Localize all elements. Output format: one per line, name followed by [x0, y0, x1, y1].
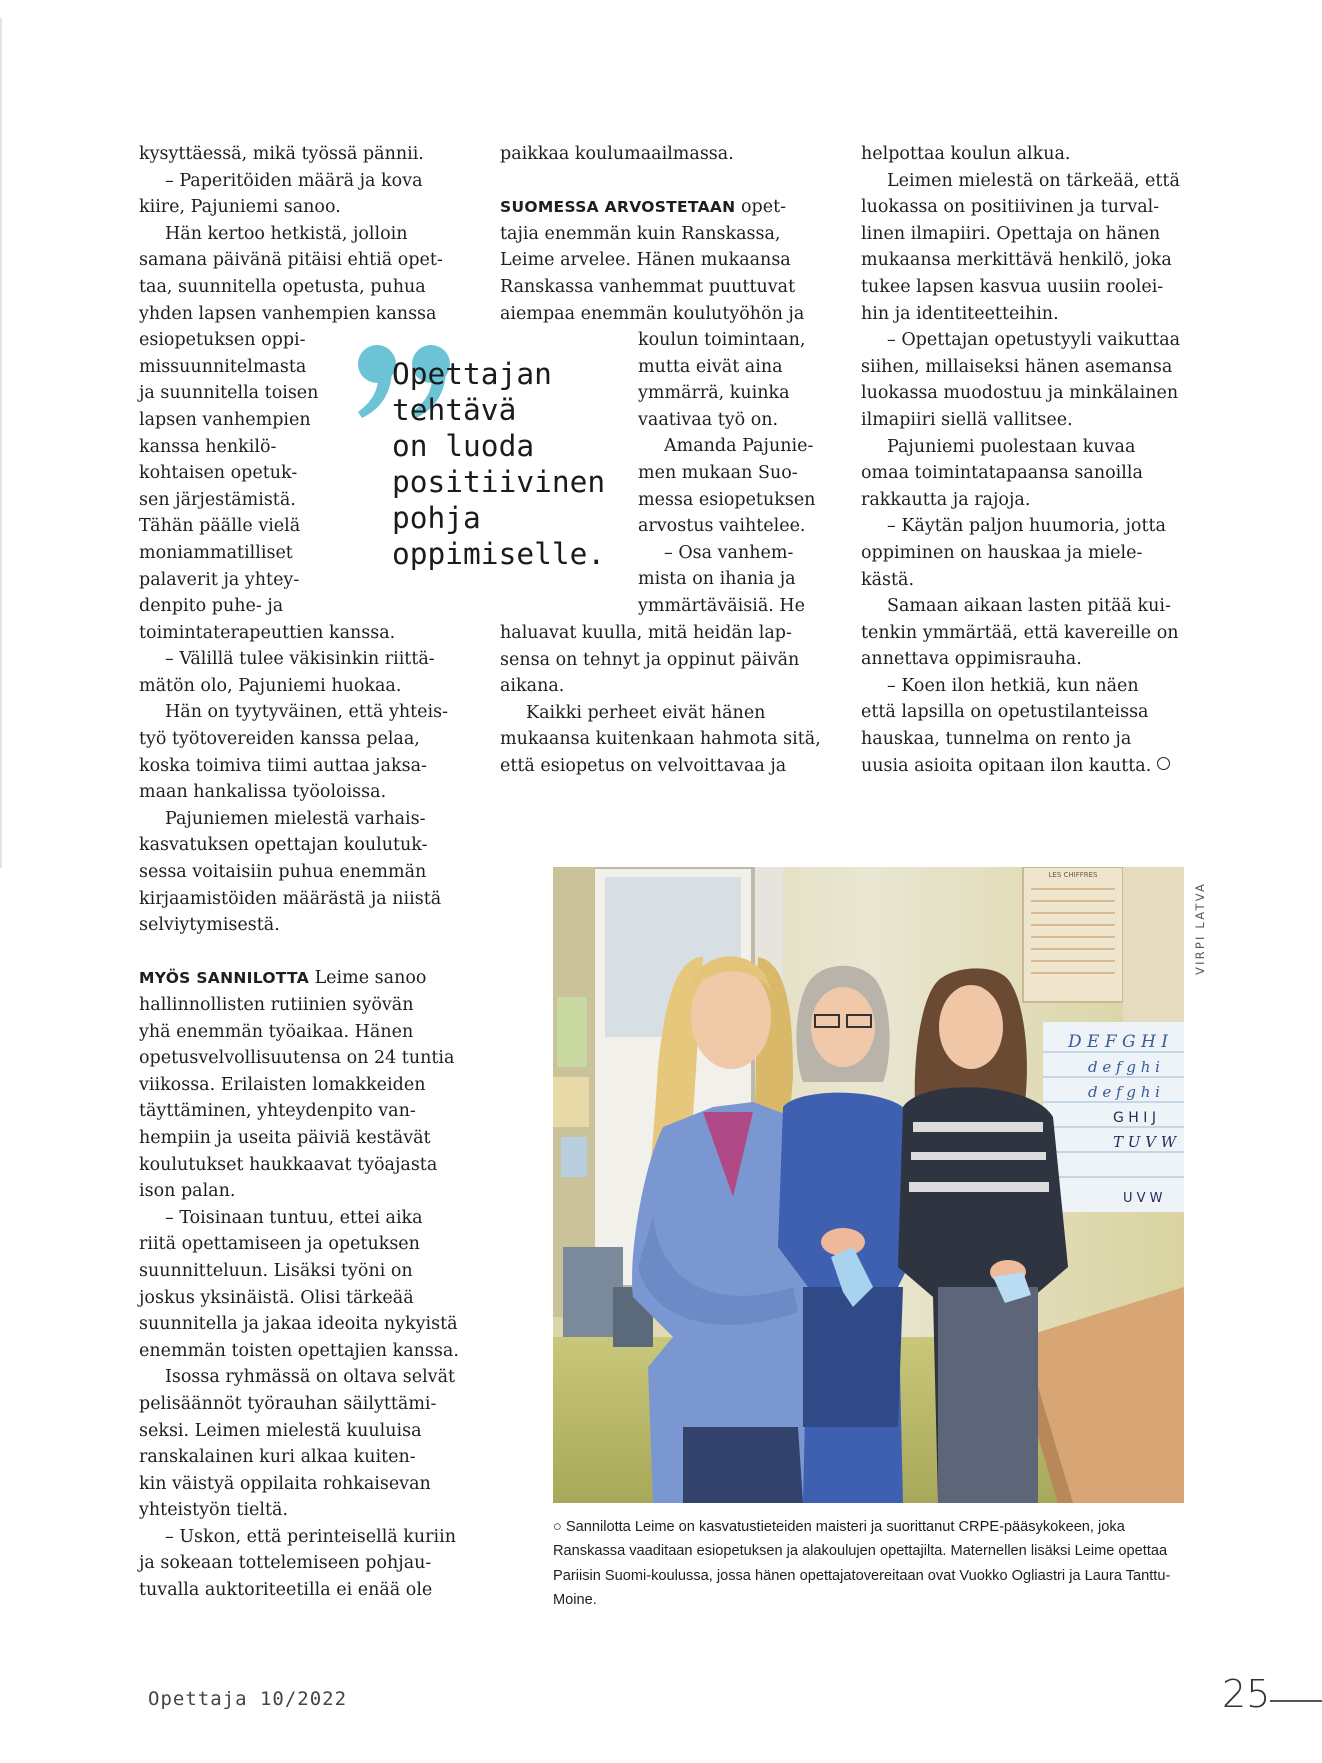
line-text: kanssa henkilö- [139, 436, 277, 457]
board-heading: LES CHIFFRES [1048, 871, 1098, 879]
line-text: aiempaa enemmän koulutyöhön ja [500, 303, 805, 324]
line-text: opet- [735, 197, 787, 218]
article-line [861, 194, 1191, 221]
line-text: Hän on tyytyväinen, että yhteis- [165, 702, 449, 723]
article-line [500, 274, 830, 301]
article-line [861, 567, 1191, 594]
article-line [500, 141, 830, 168]
article-line [139, 168, 461, 195]
pull-quote-line: positiivinen [392, 465, 606, 499]
page-edge-line [0, 18, 2, 868]
page-number: 25 [1222, 1672, 1271, 1716]
line-text: työ työtovereiden kanssa pelaa, [139, 729, 420, 750]
line-text: kysyttäessä, mikä työssä pännii. [139, 144, 424, 164]
article-line [139, 699, 461, 726]
article-line [861, 646, 1191, 673]
article-line [139, 221, 461, 248]
publication-name: Opettaja 10/2022 [148, 1688, 348, 1710]
article-line [861, 221, 1191, 248]
line-text: sessa voitaisiin puhua enemmän [139, 862, 427, 883]
article-line [500, 673, 830, 700]
article-line [861, 274, 1191, 301]
article-line [139, 1231, 461, 1258]
line-text: messa esiopetuksen [638, 489, 816, 510]
line-text: kästä. [861, 569, 915, 590]
line-text: tajia enemmän kuin Ranskassa, [500, 223, 781, 244]
line-text: – Uskon, että perinteisellä kuriin [165, 1526, 457, 1547]
line-text: luokassa on positiivinen ja turval- [861, 197, 1160, 218]
article-column-3 [861, 141, 1191, 779]
line-text: Leimen mielestä on tärkeää, että [887, 170, 1180, 191]
pull-quote-line: pohja [392, 501, 481, 535]
article-line [861, 434, 1191, 461]
line-text: enemmän toisten opettajien kanssa. [139, 1340, 459, 1361]
article-column-2-bottom [500, 620, 830, 780]
article-line [139, 832, 461, 859]
line-text: haluavat kuulla, mitä heidän lap- [500, 623, 792, 643]
line-text: maan hankalissa työoloissa. [139, 782, 387, 803]
article-line [139, 1098, 461, 1125]
article-line [139, 753, 461, 780]
article-line [500, 620, 830, 647]
article-column-2-top [500, 141, 830, 327]
caption-bullet: ○ [553, 1519, 562, 1535]
line-text: viikossa. Erilaisten lomakkeiden [139, 1074, 426, 1095]
article-line [139, 1072, 461, 1099]
line-text: Kaikki perheet eivät hänen [526, 702, 766, 723]
article-line [861, 460, 1191, 487]
line-text: omaa toimintatapaansa sanoilla [861, 463, 1143, 484]
article-line [139, 1152, 461, 1179]
line-text: Leime arvelee. Hänen mukaansa [500, 250, 791, 271]
line-text: annettava oppimisrauha. [861, 649, 1082, 670]
line-text: Leime sanoo [309, 968, 427, 989]
line-text: esiopetuksen oppi- [139, 330, 306, 351]
line-text: Isossa ryhmässä on oltava selvät [165, 1367, 456, 1388]
article-line [139, 912, 461, 939]
article-line [861, 247, 1191, 274]
line-text: että lapsilla on opetustilanteissa [861, 702, 1149, 723]
line-text: hempiin ja useita päiviä kestävät [139, 1127, 431, 1148]
article-line [139, 1045, 461, 1072]
line-text: selviytymisestä. [139, 915, 280, 936]
line-text: moniammatilliset [139, 542, 293, 563]
line-text: riitä opettamiseen ja opetuksen [139, 1234, 420, 1255]
line-text: mätön olo, Pajuniemi huokaa. [139, 675, 402, 696]
line-text: helpottaa koulun alkua. [861, 144, 1071, 164]
line-text: taa, suunnitella opetusta, puhua [139, 276, 426, 297]
line-text: suunnitella ja jakaa ideoita nykyistä [139, 1314, 458, 1335]
line-text: siihen, millaiseksi hänen asemansa [861, 356, 1173, 377]
line-text: tuvalla auktoriteetilla ei enää ole [139, 1580, 433, 1601]
article-line [139, 1258, 461, 1285]
line-text: lapsen vanhempien [139, 409, 311, 430]
article-line [139, 1205, 461, 1232]
lead-in: SUOMESSA ARVOSTETAAN [500, 198, 736, 217]
alphabet-row: T U V W [1113, 1133, 1177, 1151]
line-text: suunnitteluun. Lisäksi työni on [139, 1260, 413, 1281]
article-line [139, 1311, 461, 1338]
line-text: ja sokeaan tottelemiseen pohjau- [139, 1553, 432, 1574]
line-text: ison palan. [139, 1181, 236, 1202]
line-text: hallinnollisten rutiinien syövän [139, 995, 414, 1015]
article-line [861, 699, 1191, 726]
pull-quote [392, 356, 617, 572]
line-text: Amanda Pajunie- [664, 436, 814, 457]
line-text: kiire, Pajuniemi sanoo. [139, 197, 341, 218]
lead-in: MYÖS SANNILOTTA [139, 969, 309, 988]
alphabet-row: D E F G H I [1068, 1032, 1168, 1052]
line-text: luokassa muodostuu ja minkälainen [861, 383, 1179, 404]
article-line [861, 141, 1191, 168]
article-line [139, 1019, 461, 1046]
article-line [861, 513, 1191, 540]
article-line [638, 566, 828, 593]
photo-caption [553, 1515, 1183, 1612]
article-line [139, 1444, 461, 1471]
article-line [861, 407, 1191, 434]
line-text: koska toimiva tiimi auttaa jaksa- [139, 755, 427, 776]
line-text: – Opettajan opetustyyli vaikuttaa [887, 330, 1181, 351]
article-line [139, 1418, 461, 1445]
line-text: hin ja identiteetteihin. [861, 303, 1059, 324]
article-line [139, 1497, 461, 1524]
line-text: denpito puhe- ja [139, 596, 284, 617]
article-line [139, 1577, 461, 1604]
article-line [861, 673, 1191, 700]
article-line [638, 460, 828, 487]
pull-quote-line: on luoda [392, 429, 535, 463]
paragraph-gap [139, 939, 461, 966]
line-text: mista on ihania ja [638, 569, 796, 590]
footer-rule [1270, 1700, 1322, 1702]
paragraph-gap [500, 168, 830, 195]
line-text: sen järjestämistä. [139, 489, 296, 510]
article-line [139, 1285, 461, 1312]
article-line [638, 327, 828, 354]
article-line [861, 301, 1191, 328]
line-text: – Paperitöiden määrä ja kova [165, 170, 423, 191]
line-text: Ranskassa vanhemmat puuttuvat [500, 276, 796, 297]
article-line [500, 194, 830, 221]
line-text: hauskaa, tunnelma on rento ja [861, 729, 1132, 750]
article-line [139, 141, 461, 168]
line-text: – Välillä tulee väkisinkin riittä- [165, 649, 435, 670]
line-text: pelisäännöt työrauhan säilyttämi- [139, 1393, 437, 1414]
line-text: samana päivänä pitäisi ehtiä opet- [139, 250, 443, 271]
photo-credit: VIRPI LATVA [1193, 881, 1207, 975]
article-line [139, 726, 461, 753]
article-line [500, 726, 830, 753]
line-text: kin väistyä oppilaita rohkaisevan [139, 1473, 431, 1494]
line-text: toimintaterapeuttien kanssa. [139, 622, 396, 643]
line-text: Pajuniemi puolestaan kuvaa [887, 436, 1136, 457]
line-text: joskus yksinäistä. Olisi tärkeää [139, 1287, 414, 1308]
line-text: missuunnitelmasta [139, 356, 307, 377]
article-line [638, 593, 828, 620]
line-text: palaverit ja yhtey- [139, 569, 300, 590]
article-line [861, 380, 1191, 407]
line-text: sensa on tehnyt ja oppinut päivän [500, 649, 800, 670]
line-text: Pajuniemen mielestä varhais- [165, 808, 426, 829]
line-text: paikkaa koulumaailmassa. [500, 144, 734, 164]
caption-text: Sannilotta Leime on kasvatustieteiden maisteri ja suorittanut CRPE-pääsykokeen, joka Ranskassa vaaditaan esiopetuksen ja alakoulujen opettajilta. Maternellen lisäksi Leime opettaa Pariisin Suomi-koulussa, jossa hänen opettajatovereitaan ovat Vuokko Ogliastri ja Laura Tanttu-Moine. [553, 1519, 1171, 1608]
line-text: Samaan aikaan lasten pitää kui- [887, 596, 1171, 617]
line-text: että esiopetus on velvoittavaa ja [500, 755, 787, 776]
article-line [638, 407, 828, 434]
article-line [638, 354, 828, 381]
article-line [139, 301, 461, 328]
article-line [861, 168, 1191, 195]
article-line [500, 221, 830, 248]
article-line [139, 1471, 461, 1498]
article-line [139, 886, 461, 913]
line-text: mutta eivät aina [638, 356, 783, 377]
line-text: tenkin ymmärtää, että kavereille on [861, 622, 1179, 643]
line-text: koulun toimintaan, [638, 330, 806, 350]
alphabet-row: d e f g h i [1088, 1058, 1160, 1076]
line-text: – Toisinaan tuntuu, ettei aika [165, 1207, 423, 1228]
line-text: ymmärrä, kuinka [638, 383, 790, 404]
line-text: linen ilmapiiri. Opettaja on hänen [861, 223, 1161, 244]
alphabet-row: d e f g h i [1088, 1083, 1160, 1101]
article-column-2-wrap [638, 327, 828, 620]
line-text: yhden lapsen vanhempien kanssa [139, 303, 437, 324]
line-text: vaativaa työ on. [638, 409, 779, 430]
article-line [638, 513, 828, 540]
line-text: ja suunnitella toisen [139, 383, 319, 404]
end-mark-icon [1157, 757, 1170, 770]
article-line [139, 593, 461, 620]
article-line [139, 1338, 461, 1365]
article-line [861, 487, 1191, 514]
line-text: ilmapiiri siellä vallitsee. [861, 409, 1073, 430]
line-text: oppiminen on hauskaa ja miele- [861, 542, 1143, 563]
article-line [139, 1391, 461, 1418]
line-text: tukee lapsen kasvua uusiin roolei- [861, 276, 1164, 297]
line-text: ranskalainen kuri alkaa kuiten- [139, 1447, 416, 1468]
line-text: yhä enemmän työaikaa. Hänen [139, 1021, 414, 1042]
article-line [861, 620, 1191, 647]
line-text: yhteistyön tieltä. [139, 1500, 289, 1521]
line-text: – Käytän paljon huumoria, jotta [887, 516, 1166, 537]
line-text: kohtaisen opetuk- [139, 463, 298, 484]
line-text: mukaansa merkittävä henkilö, joka [861, 250, 1172, 271]
line-text: – Koen ilon hetkiä, kun näen [887, 675, 1139, 696]
article-line [139, 859, 461, 886]
article-line [861, 593, 1191, 620]
article-line [638, 433, 828, 460]
line-text: arvostus vaihtelee. [638, 516, 806, 537]
article-line [861, 327, 1191, 354]
article-line [638, 380, 828, 407]
line-text: mukaansa kuitenkaan hahmota sitä, [500, 729, 821, 750]
article-line [139, 274, 461, 301]
pull-quote-line: oppimiselle. [392, 537, 606, 571]
line-text: Tähän päälle vielä [139, 516, 301, 537]
line-text: koulutukset haukkaavat työajasta [139, 1154, 438, 1175]
article-line [139, 646, 461, 673]
line-text: – Osa vanhem- [664, 542, 794, 563]
article-line [139, 965, 461, 992]
article-line [139, 247, 461, 274]
article-line [139, 1364, 461, 1391]
article-line [861, 354, 1191, 381]
article-line [139, 673, 461, 700]
article-line [861, 540, 1191, 567]
line-text: Hän kertoo hetkistä, jolloin [165, 223, 408, 244]
article-line [139, 806, 461, 833]
line-text: uusia asioita opitaan ilon kautta. [861, 755, 1152, 776]
line-text: täyttäminen, yhteydenpito van- [139, 1101, 416, 1122]
article-line [139, 992, 461, 1019]
article-line [139, 1550, 461, 1577]
article-line [500, 301, 830, 328]
article-line [139, 620, 461, 647]
article-line [139, 1125, 461, 1152]
article-line [139, 194, 461, 221]
article-line [861, 726, 1191, 753]
line-text: men mukaan Suo- [638, 462, 798, 483]
line-text: kirjaamistöiden määrästä ja niistä [139, 888, 442, 909]
alphabet-row: G H I J [1113, 1110, 1156, 1126]
classroom-photo [553, 867, 1184, 1503]
article-line [500, 647, 830, 674]
line-text: ymmärtäväisiä. He [638, 595, 806, 616]
article-line [638, 487, 828, 514]
line-text: rakkautta ja rajoja. [861, 489, 1031, 510]
article-line [500, 753, 830, 780]
article-line [139, 1178, 461, 1205]
article-line [861, 753, 1191, 780]
article-line [500, 700, 830, 727]
pull-quote-line: tehtävä [392, 393, 517, 427]
line-text: kasvatuksen opettajan koulutuk- [139, 835, 428, 856]
article-line [500, 247, 830, 274]
line-text: seksi. Leimen mielestä kuuluisa [139, 1420, 422, 1441]
line-text: aikana. [500, 676, 565, 697]
article-line [139, 1524, 461, 1551]
line-text: opetusvelvollisuutensa on 24 tuntia [139, 1048, 455, 1069]
alphabet-row: U V W [1123, 1191, 1163, 1206]
article-line [638, 540, 828, 567]
pull-quote-line: Opettajan [392, 357, 552, 391]
article-line [139, 779, 461, 806]
